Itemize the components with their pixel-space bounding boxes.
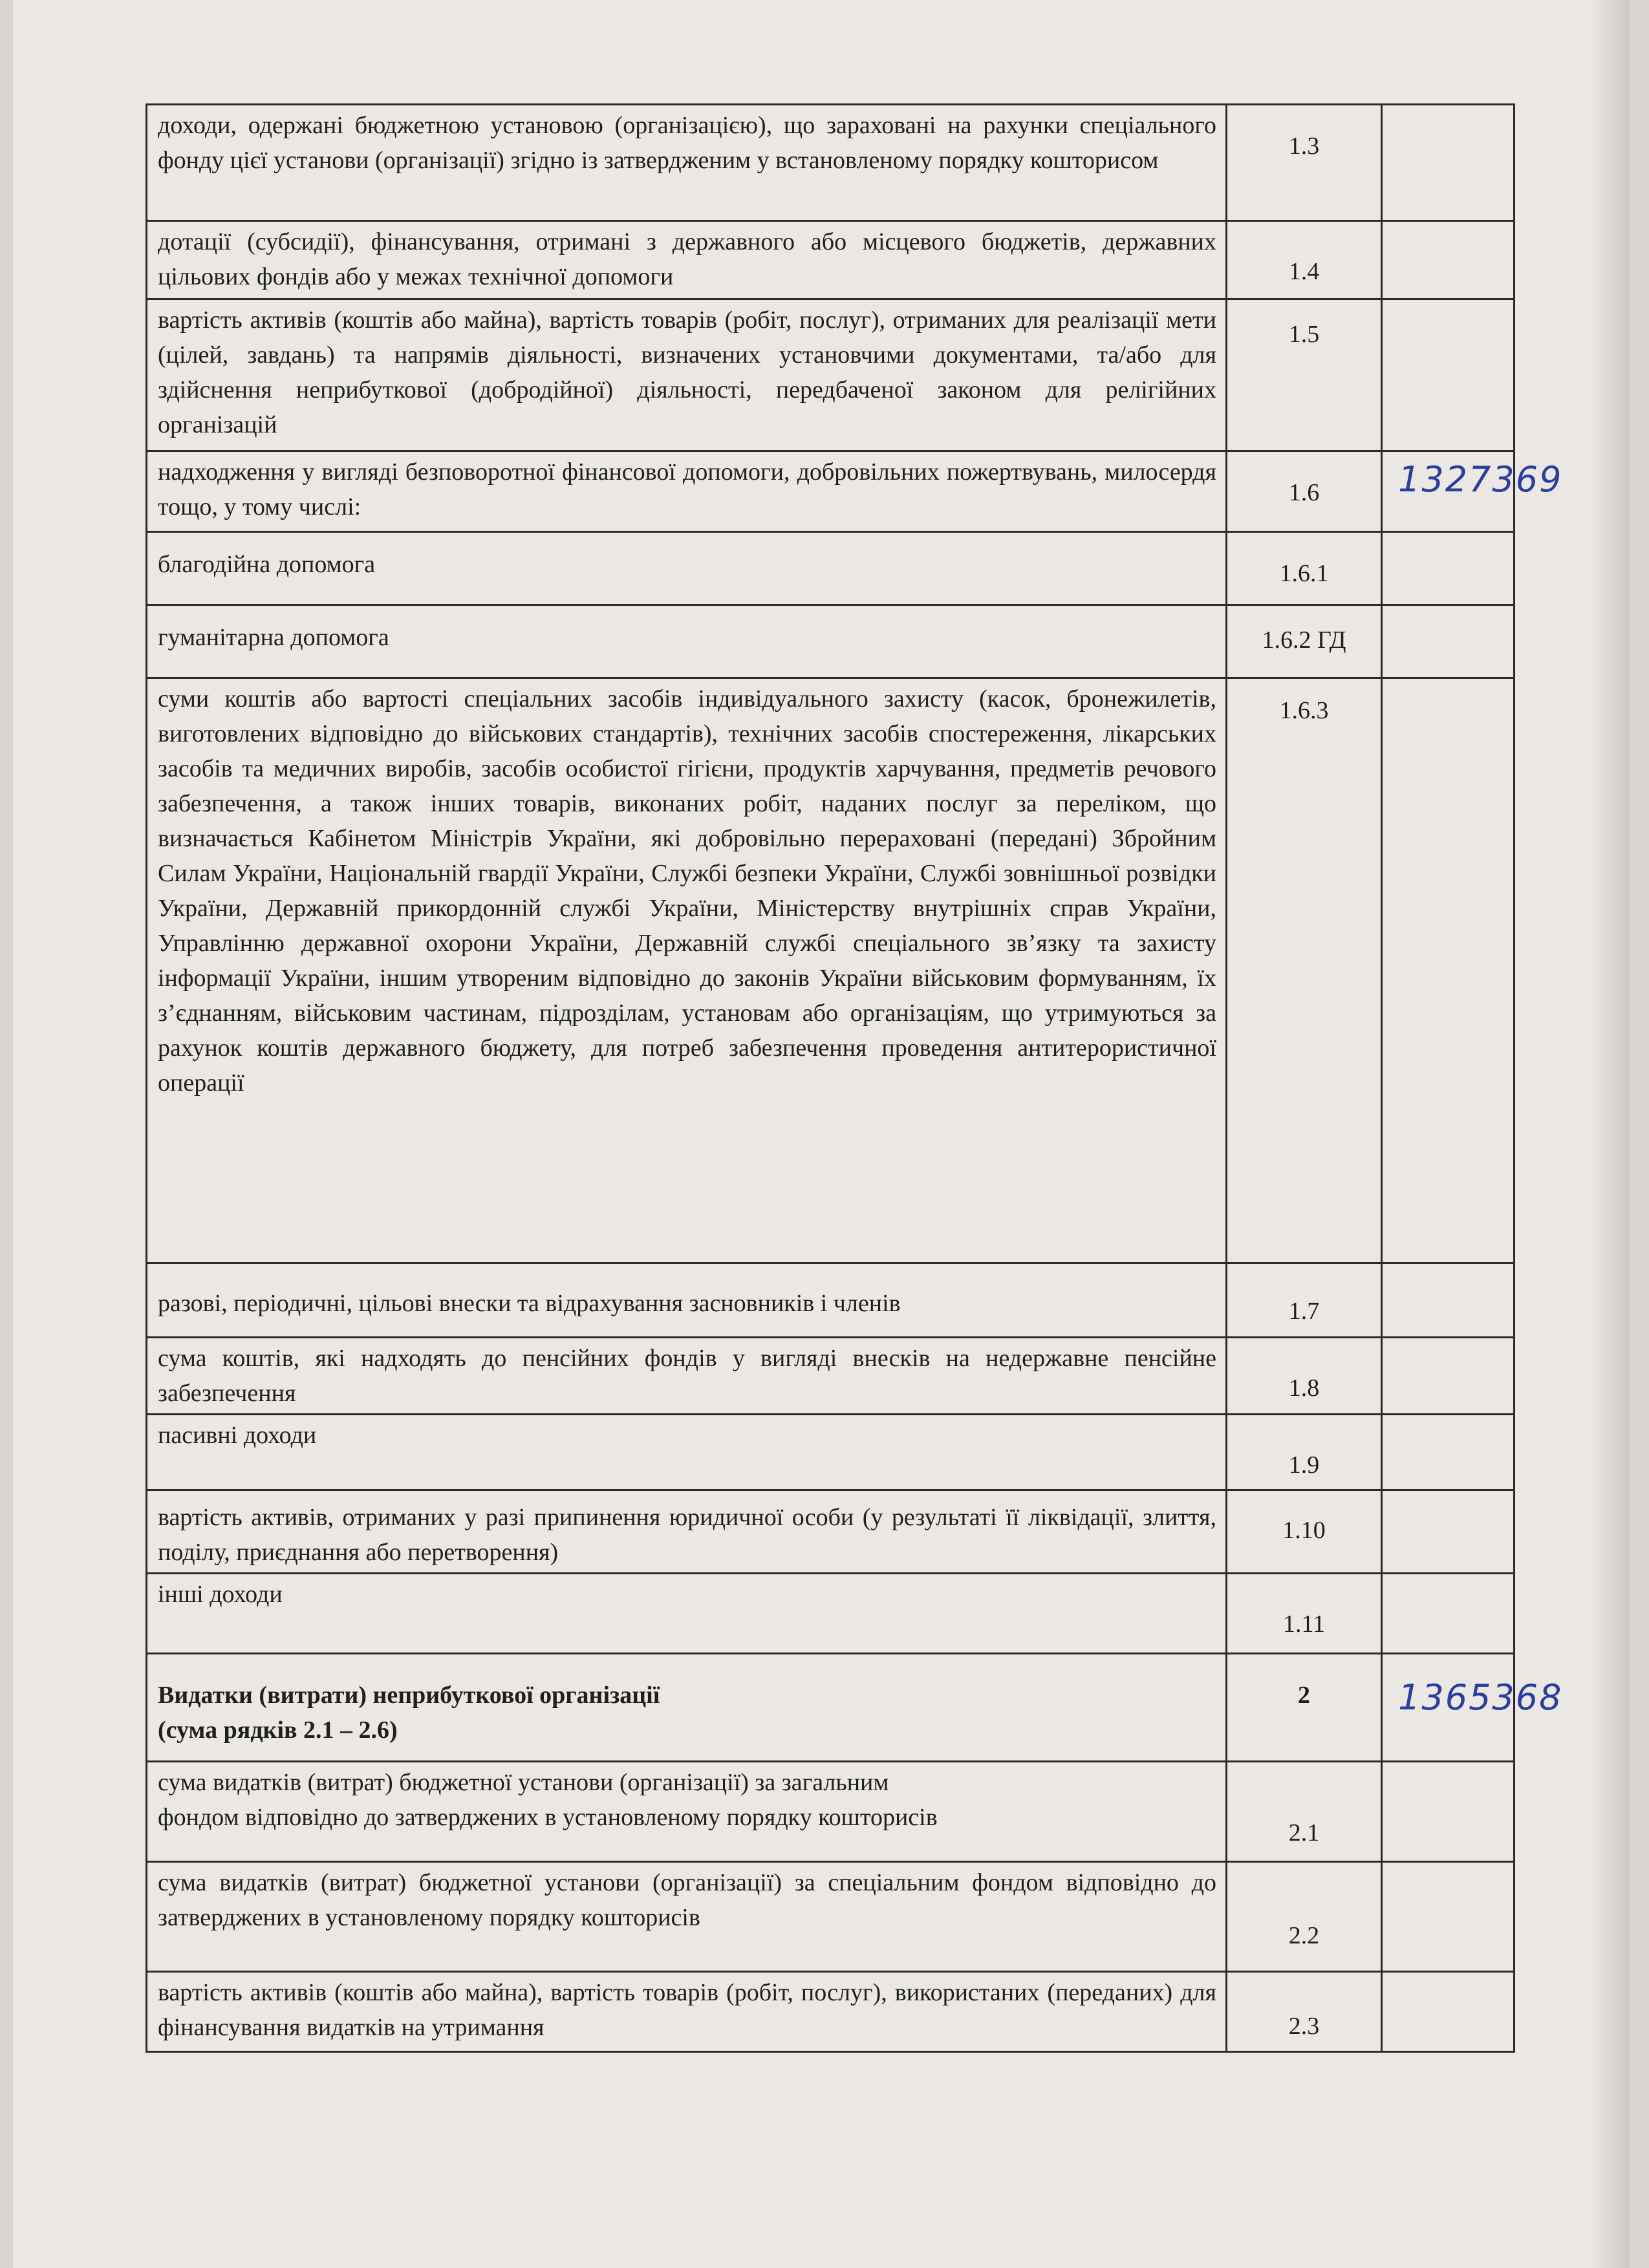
row-code-cell xyxy=(1227,1762,1382,1862)
row-code: 1.3 xyxy=(1288,133,1320,160)
scanned-page xyxy=(13,0,1630,2268)
row-code: 1.9 xyxy=(1288,1451,1320,1479)
row-code: 2.1 xyxy=(1288,1819,1320,1846)
table-row xyxy=(147,1338,1514,1415)
row-code: 1.10 xyxy=(1282,1517,1326,1544)
row-code: 2 xyxy=(1298,1682,1310,1709)
table-row xyxy=(147,1263,1514,1338)
row-code-cell xyxy=(1227,299,1382,451)
row-code-cell xyxy=(1227,532,1382,605)
table-row xyxy=(147,1490,1514,1574)
row-description: вартість активів (коштів або майна), вартість товарів (робіт, послуг), використаних (переданих) для фінансування видатків на утримання xyxy=(147,1972,1227,2052)
row-value-handwritten: 1327369 xyxy=(1398,459,1563,500)
row-value-cell xyxy=(1382,1862,1514,1972)
row-description: дотації (субсидії), фінансування, отримані з державного або місцевого бюджетів, державних цільових фондів або у межах технічної допомоги xyxy=(147,221,1227,299)
row-description: вартість активів (коштів або майна), вартість товарів (робіт, послуг), отриманих для реалізації мети (цілей, завдань) та напрямів діяльності, визначених установчими документами, та/або для здійснення неприбуткової (добродійної) діяльності, передбаченої законом для релігійних організацій xyxy=(147,299,1227,451)
row-value-handwritten: 1365368 xyxy=(1398,1677,1563,1718)
row-code-cell xyxy=(1227,221,1382,299)
row-value-cell xyxy=(1382,532,1514,605)
row-value-cell xyxy=(1382,451,1563,532)
scan-edge-shadow xyxy=(1591,0,1630,2268)
row-code-cell xyxy=(1227,1654,1382,1762)
row-code-cell xyxy=(1227,1338,1382,1415)
table-row xyxy=(147,605,1514,678)
section-heading-note: (сума рядків 2.1 – 2.6) xyxy=(158,1717,398,1744)
row-description xyxy=(147,1654,1227,1762)
table-row xyxy=(147,299,1514,451)
row-code: 1.6.1 xyxy=(1279,560,1329,587)
table-row xyxy=(147,678,1514,1263)
row-code: 1.8 xyxy=(1288,1375,1320,1402)
row-value-cell xyxy=(1382,1415,1514,1490)
table-row xyxy=(147,1762,1514,1862)
row-description: сума коштів, які надходять до пенсійних фондів у вигляді внесків на недержавне пенсійне забезпечення xyxy=(147,1338,1227,1415)
row-code: 1.6.2 ГД xyxy=(1262,626,1346,654)
row-code: 2.2 xyxy=(1288,1922,1320,1949)
row-code-cell xyxy=(1227,451,1382,532)
row-value-cell xyxy=(1382,105,1514,221)
row-value-cell xyxy=(1382,1574,1514,1654)
row-code-cell xyxy=(1227,605,1382,678)
row-value-cell xyxy=(1382,1338,1514,1415)
row-code: 1.5 xyxy=(1288,321,1320,348)
row-description: доходи, одержані бюджетною установою (організацією), що зараховані на рахунки спеціального фонду цієї установи (організації) згідно із затвердженим у встановленому порядку кошторисом xyxy=(147,105,1227,221)
row-description: інші доходи xyxy=(147,1574,1227,1654)
row-code: 1.6.3 xyxy=(1279,697,1329,724)
section-heading: Видатки (витрати) неприбуткової організації xyxy=(158,1682,660,1709)
row-value-cell xyxy=(1382,1972,1514,2052)
row-code: 2.3 xyxy=(1288,2013,1320,2040)
row-code-cell xyxy=(1227,678,1382,1263)
row-code-cell xyxy=(1227,1862,1382,1972)
table-row xyxy=(147,1862,1514,1972)
row-description xyxy=(147,1762,1227,1862)
row-value-cell xyxy=(1382,678,1514,1263)
row-description: разові, періодичні, цільові внески та відрахування засновників і членів xyxy=(147,1263,1227,1338)
table-row xyxy=(147,532,1514,605)
table-row xyxy=(147,1574,1514,1654)
income-expense-table xyxy=(146,103,1563,2053)
table-row xyxy=(147,105,1514,221)
row-value-cell xyxy=(1382,605,1514,678)
row-value-cell xyxy=(1382,1490,1514,1574)
row-code-cell xyxy=(1227,1263,1382,1338)
row-code: 1.11 xyxy=(1282,1610,1326,1638)
row-code-cell xyxy=(1227,105,1382,221)
table-row xyxy=(147,221,1514,299)
row-description: благодійна допомога xyxy=(147,532,1227,605)
row-value-cell xyxy=(1382,221,1514,299)
row-description-line: фондом відповідно до затверджених в установленому порядку кошторисів xyxy=(158,1804,938,1831)
row-code: 1.4 xyxy=(1288,258,1320,285)
row-description: надходження у вигляді безповоротної фінансової допомоги, добровільних пожертвувань, милосердя тощо, у тому числі: xyxy=(147,451,1227,532)
row-value-cell xyxy=(1382,1263,1514,1338)
row-value-cell xyxy=(1382,1654,1563,1762)
table-row xyxy=(147,451,1514,532)
row-code-cell xyxy=(1227,1415,1382,1490)
row-description: вартість активів, отриманих у разі припинення юридичної особи (у результаті її ліквідації, злиття, поділу, приєднання або перетворення) xyxy=(147,1490,1227,1574)
row-value-cell xyxy=(1382,1762,1514,1862)
row-description: сума видатків (витрат) бюджетної установи (організації) за спеціальним фондом відповідно до затверджених в установленому порядку кошторисів xyxy=(147,1862,1227,1972)
row-code: 1.7 xyxy=(1288,1298,1320,1325)
row-description: суми коштів або вартості спеціальних засобів індивідуального захисту (касок, бронежилетів, виготовлених відповідно до військових стандартів), технічних засобів спостереження, лікарських засобів та медичних виробів, засобів особистої гігієни, продуктів харчування, предметів речового забезпечення, а також інших товарів, виконаних робіт, наданих послуг за переліком, що визначається Кабінетом Міністрів України, які добровільно перераховані (передані) Збройним Силам України, Національній гвардії України, Службі безпеки України, Службі зовнішньої розвідки України, Державній прикордонній службі України, Міністерству внутрішніх справ України, Управлінню державної охорони України, Державній службі спеціального зв’язку та захисту інформації України, іншим утвореним відповідно до законів України військовим формуванням, їх з’єднанням, військовим частинам, підрозділам, установам або організаціям, що утримуються за рахунок коштів державного бюджету, для потреб забезпечення проведення антитерористичної операції xyxy=(147,678,1227,1263)
table-row xyxy=(147,1972,1514,2052)
row-code-cell xyxy=(1227,1574,1382,1654)
row-code: 1.6 xyxy=(1288,479,1320,506)
row-description: пасивні доходи xyxy=(147,1415,1227,1490)
table-row xyxy=(147,1654,1514,1762)
row-description: гуманітарна допомога xyxy=(147,605,1227,678)
row-code-cell xyxy=(1227,1490,1382,1574)
row-value-cell xyxy=(1382,299,1514,451)
row-description-line: сума видатків (витрат) бюджетної установи (організації) за загальним xyxy=(158,1769,889,1796)
row-code-cell xyxy=(1227,1972,1382,2052)
table-row xyxy=(147,1415,1514,1490)
